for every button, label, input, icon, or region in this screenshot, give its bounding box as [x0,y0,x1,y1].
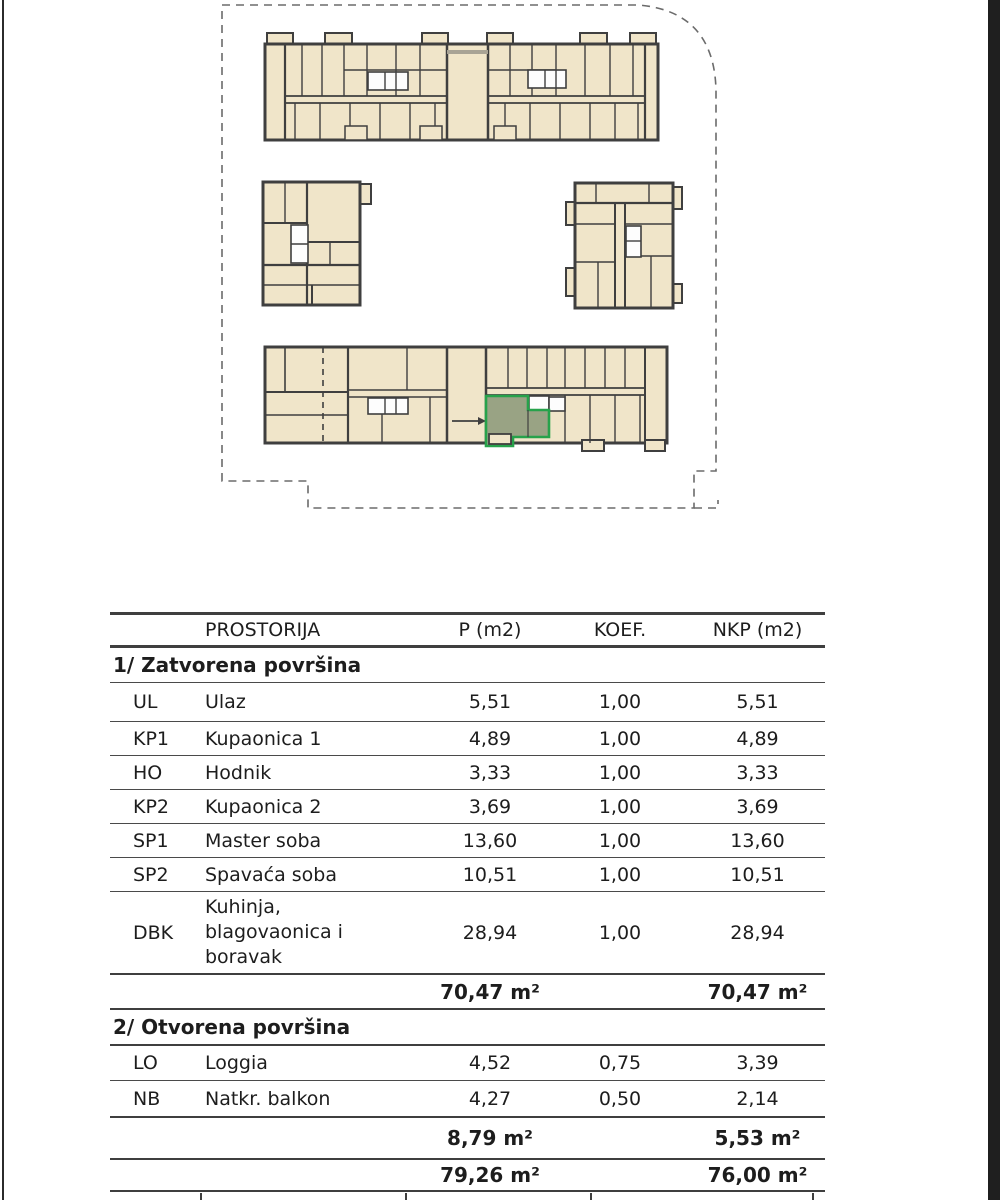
table-row [110,1046,825,1081]
room-koef: 1,00 [598,691,642,713]
room-nkp: 13,60 [730,829,785,852]
room-code: DBK [133,921,174,944]
room-p: 4,52 [468,1052,512,1074]
room-name: Spavaća soba [205,863,338,886]
room-name: Hodnik [205,761,272,784]
table-row [110,1081,825,1118]
subtotal-p: 8,79 m² [447,1126,533,1150]
room-koef: 0,75 [598,1052,642,1074]
room-name: Kupaonica 2 [205,795,322,818]
column-tick [812,1193,814,1200]
room-name: Master soba [205,829,322,852]
room-code: HO [133,761,163,784]
building-top [265,33,658,140]
room-code: SP2 [133,863,169,886]
room-code: NB [133,1087,161,1110]
header-prostorija: PROSTORIJA [205,619,321,641]
room-code: SP1 [133,829,169,852]
room-koef: 1,00 [598,761,642,784]
room-koef: 1,00 [598,921,642,944]
header-koef: KOEF. [593,619,647,641]
room-p: 3,33 [468,761,512,784]
room-p: 4,27 [468,1087,512,1110]
room-code: LO [133,1052,158,1074]
building-bottom [265,347,667,451]
subtotal-p: 70,47 m² [440,979,540,1004]
room-code: KP2 [133,795,170,818]
building-middle-right [566,183,682,308]
subtotal-row [110,1118,825,1160]
room-koef: 1,00 [598,727,642,750]
table-row [110,824,825,858]
room-koef: 1,00 [598,829,642,852]
room-nkp: 10,51 [730,863,785,886]
room-koef: 1,00 [598,863,642,886]
table-row [110,790,825,824]
room-nkp: 3,33 [736,761,779,784]
table-header-row [110,612,825,648]
room-name [205,895,430,970]
column-tick [590,1193,592,1200]
subtotal-nkp: 70,47 m² [707,979,808,1004]
section-title: 2/ Otvorena površina [113,1015,351,1039]
room-p: 10,51 [462,863,518,886]
room-nkp: 28,94 [730,921,785,944]
room-koef: 1,00 [598,795,642,818]
column-tick [200,1193,202,1200]
total-nkp: 76,00 m² [707,1163,808,1187]
header-nkp: NKP (m2) [712,619,803,641]
room-name: Ulaz [205,691,246,713]
subtotal-row [110,975,825,1010]
room-nkp: 4,89 [736,727,779,750]
room-p: 3,69 [468,795,512,818]
highlighted-unit-balcony [489,434,511,444]
section-header-row [110,648,825,683]
table-row [110,892,825,975]
total-row [110,1160,825,1192]
area-table [110,612,825,1192]
room-p: 4,89 [468,727,512,750]
section-title: 1/ Zatvorena površina [113,653,362,677]
room-nkp: 3,69 [736,795,779,818]
subtotal-nkp: 5,53 m² [714,1126,801,1150]
room-name: Loggia [205,1052,268,1074]
table-row [110,722,825,756]
header-p: P (m2) [458,619,522,641]
room-name: Kupaonica 1 [205,727,322,750]
column-tick [405,1193,407,1200]
table-row [110,756,825,790]
room-nkp: 5,51 [736,691,779,713]
room-code: UL [133,691,158,713]
room-p: 28,94 [462,921,518,944]
table-row [110,858,825,892]
building-middle-left [263,182,371,305]
room-code: KP1 [133,727,170,750]
room-nkp: 3,39 [736,1052,779,1074]
total-p: 79,26 m² [440,1163,540,1187]
site-plan [0,0,1005,560]
room-name: Natkr. balkon [205,1087,331,1110]
table-row [110,683,825,722]
room-p: 13,60 [462,829,518,852]
room-koef: 0,50 [598,1087,642,1110]
room-nkp: 2,14 [736,1087,779,1110]
site-boundary-notch [694,500,718,508]
room-p: 5,51 [468,691,512,713]
section-header-row [110,1010,825,1046]
room-name-text: Kuhinja, blagovaonica i boravak [205,895,343,969]
